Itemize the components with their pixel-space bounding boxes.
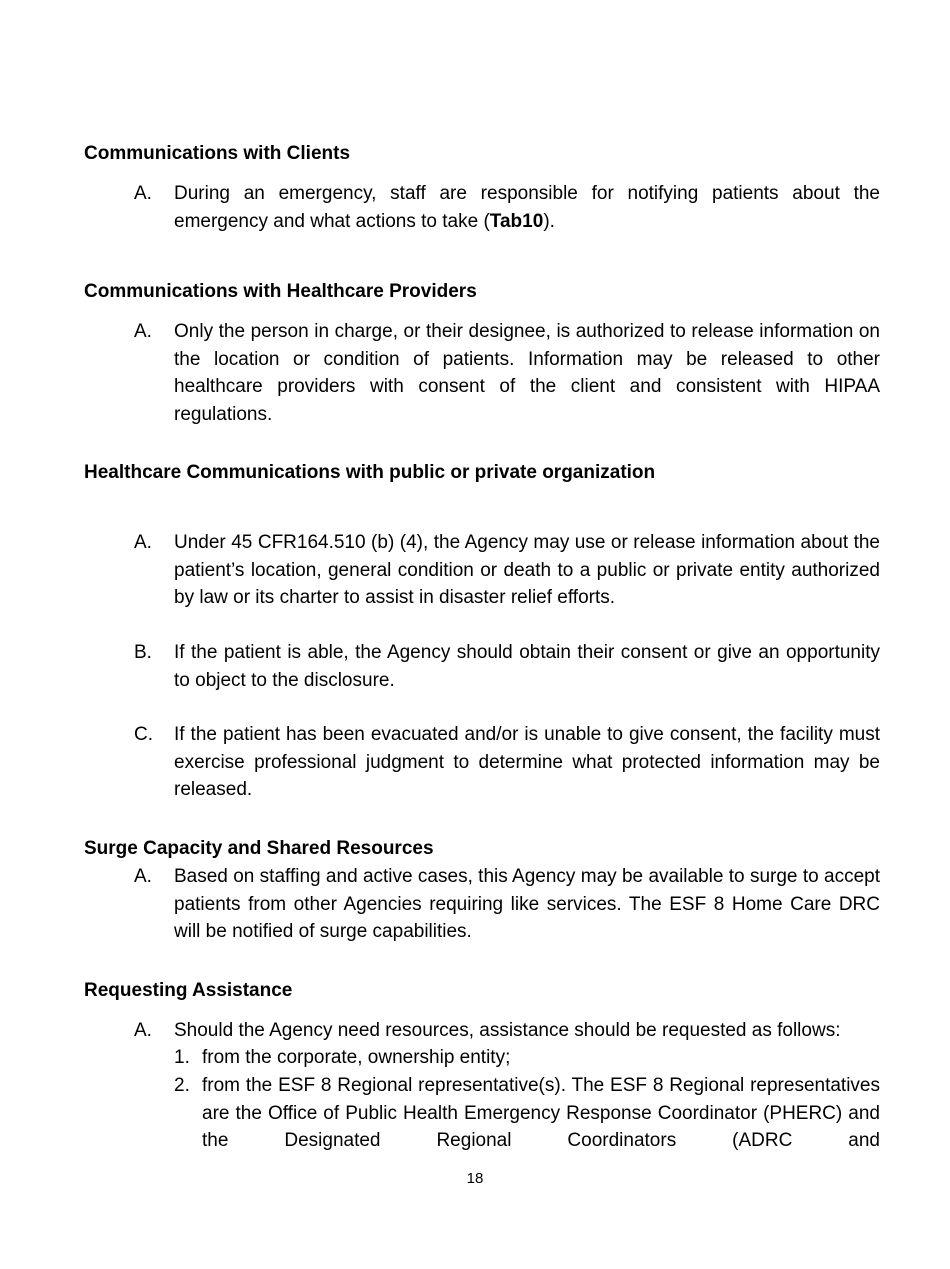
providers-item-a <box>134 318 880 428</box>
assistance-item-a <box>134 1017 880 1045</box>
subitem-text: from the corporate, ownership entity; <box>202 1047 511 1068</box>
assistance-subitem-2 <box>174 1072 880 1155</box>
organizations-item-c <box>134 721 880 804</box>
heading-organizations: Healthcare Communications with public or private organization <box>84 462 656 483</box>
subitem-text: from the ESF 8 Regional representative(s). The ESF 8 Regional representatives are the Office of Public Health Emergency Response Coordinator (PHERC) and the Designated Regional Coordinators (ADRC and <box>202 1075 880 1151</box>
item-text: If the patient is able, the Agency should obtain their consent or give an opportunity to object to the disclosure. <box>174 642 880 691</box>
item-label: B. <box>134 642 152 663</box>
item-text: Based on staffing and active cases, this Agency may be available to surge to accept patients from other Agencies requiring like services. The ESF 8 Home Care DRC will be notified of surge capabilities. <box>174 866 880 942</box>
item-text: Should the Agency need resources, assistance should be requested as follows: <box>174 1020 841 1041</box>
tab-reference: Tab10 <box>489 210 544 232</box>
surge-item-a <box>134 863 880 946</box>
page-number: 18 <box>466 1170 484 1187</box>
item-label: C. <box>134 724 153 745</box>
item-label: A. <box>134 183 152 204</box>
organizations-item-b <box>134 639 880 694</box>
item-label: A. <box>134 1020 152 1041</box>
item-text: During an emergency, staff are responsible for notifying patients about the emergency and what actions to take (Tab10). <box>174 183 880 232</box>
item-label: A. <box>134 866 152 887</box>
item-text: Under 45 CFR164.510 (b) (4), the Agency may use or release information about the patient’s location, general condition or death to a public or private entity authorized by law or its charter to assist in disaster relief efforts. <box>174 532 880 608</box>
subitem-number: 2. <box>174 1075 190 1096</box>
subitem-number: 1. <box>174 1047 190 1068</box>
heading-requesting-assistance: Requesting Assistance <box>84 980 293 1001</box>
heading-surge-capacity: Surge Capacity and Shared Resources <box>84 838 434 859</box>
clients-item-a <box>134 180 880 235</box>
item-text: If the patient has been evacuated and/or is unable to give consent, the facility must exercise professional judgment to determine what protected information may be released. <box>174 724 880 800</box>
heading-communications-clients: Communications with Clients <box>84 143 351 164</box>
item-label: A. <box>134 321 152 342</box>
heading-communications-providers: Communications with Healthcare Providers <box>84 281 477 302</box>
item-label: A. <box>134 532 152 553</box>
organizations-item-a <box>134 529 880 612</box>
assistance-subitem-1 <box>174 1044 880 1072</box>
item-text: Only the person in charge, or their designee, is authorized to release information on the location or condition of patients. Information may be released to other healthcare providers with consent of the client and consistent with HIPAA regulations. <box>174 321 880 425</box>
